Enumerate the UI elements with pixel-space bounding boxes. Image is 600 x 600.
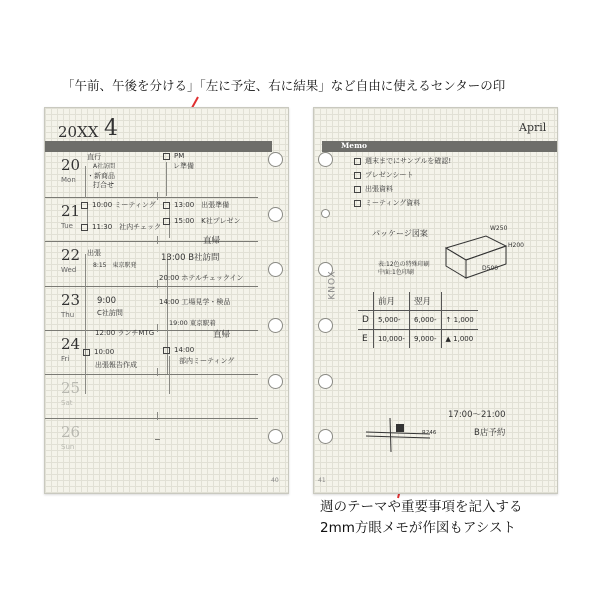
checkbox-icon	[163, 202, 170, 209]
timeline-line	[166, 162, 167, 196]
binder-hole	[318, 429, 333, 444]
day-number: 20	[61, 156, 81, 174]
timeline-line	[85, 166, 86, 198]
note	[163, 216, 240, 226]
map-road-label: R246	[422, 430, 437, 436]
checklist-text: プレゼンシート	[365, 171, 414, 179]
right-memo-page	[313, 107, 558, 494]
note: 13:00 B社訪問	[161, 253, 220, 263]
binder-hole	[318, 152, 333, 167]
checkbox-icon	[83, 349, 90, 356]
table-cell: ↑ 1,000	[441, 311, 478, 330]
day-divider	[45, 286, 258, 287]
note	[81, 222, 161, 232]
checkbox-icon	[354, 172, 361, 179]
note-text: 14:00	[174, 346, 195, 354]
checklist-text: ミーティング資料	[365, 199, 421, 207]
table-cell: 9,000-	[409, 330, 441, 349]
table-row	[358, 330, 478, 349]
day-divider	[45, 197, 258, 198]
checklist-item	[354, 198, 420, 208]
center-mark	[157, 236, 158, 244]
binder-hole	[268, 318, 283, 333]
weekend-center-mark	[155, 439, 160, 440]
checkbox-icon	[163, 347, 170, 354]
table-row	[358, 311, 478, 330]
day-number: 22	[61, 246, 81, 264]
checkbox-icon	[354, 186, 361, 193]
note: A社訪問	[93, 163, 116, 170]
note: レ準備	[173, 162, 194, 170]
dimension-w: W250	[490, 225, 508, 232]
day-divider	[45, 241, 258, 242]
checklist-text: 出張資料	[365, 185, 393, 193]
day-name: Tue	[61, 222, 73, 230]
timeline-line	[167, 254, 168, 374]
sketch-title: パッケージ図案	[372, 229, 428, 238]
day-name: Mon	[61, 176, 76, 184]
note	[163, 152, 184, 160]
checkbox-icon	[81, 202, 88, 209]
center-mark	[157, 368, 158, 376]
center-mark	[157, 324, 158, 332]
sketch-note: 表:12色の特殊印刷	[378, 261, 430, 268]
day-number: 25	[61, 379, 81, 397]
table-cell: 5,000-	[373, 311, 409, 330]
day-name: Thu	[61, 311, 75, 319]
note	[83, 348, 114, 356]
note-text: PM	[174, 152, 185, 160]
binder-hole	[268, 152, 283, 167]
checkbox-icon	[354, 158, 361, 165]
month-number: 4	[104, 116, 118, 141]
day-number: 21	[61, 202, 81, 220]
binder-hole	[321, 209, 330, 218]
note: 9:00	[97, 296, 117, 306]
memo-label: Memo	[341, 141, 368, 150]
table-cell	[441, 292, 478, 311]
binder-hole	[268, 374, 283, 389]
table-header: 翌月	[409, 292, 441, 311]
checkbox-icon	[163, 218, 170, 225]
table-cell	[358, 292, 373, 311]
left-planner-page	[44, 107, 289, 494]
note-text: 11:30 社内チェック	[92, 223, 161, 231]
note	[163, 200, 229, 210]
table-header: 前月	[373, 292, 409, 311]
note: ・新商品	[87, 172, 115, 180]
table-header-row	[358, 292, 478, 311]
note: 直帰	[203, 236, 221, 246]
sketch-note: 中面:1色印刷	[378, 269, 414, 276]
checklist-item	[354, 170, 414, 180]
note: 14:00 工場見学・検品	[159, 298, 231, 306]
note-text: 10:00	[94, 348, 115, 356]
dimension-d: D500	[482, 265, 499, 272]
day-name: Sat	[61, 399, 73, 407]
binder-hole	[318, 374, 333, 389]
binder-hole	[268, 429, 283, 444]
note: 部内ミーティング	[179, 357, 235, 365]
center-mark	[157, 192, 158, 200]
table-cell: ▲ 1,000	[441, 330, 478, 349]
bottom-caption-line1: 週のテーマや重要事項を記入する	[320, 499, 523, 515]
day-name: Fri	[61, 355, 70, 363]
day-name: Sun	[61, 443, 75, 451]
appointment-time: 17:00～21:00	[448, 410, 506, 420]
note: 19:00 東京駅着	[169, 319, 216, 327]
table-cell: E	[358, 330, 373, 349]
note: 8:15 東京駅発	[93, 262, 137, 269]
checklist-item	[354, 184, 393, 194]
day-number: 23	[61, 291, 81, 309]
binder-hole	[318, 318, 333, 333]
top-caption: 「午前、午後を分ける」「左に予定、右に結果」など自由に使えるセンターの印	[62, 78, 506, 93]
year-label: 20XX	[58, 123, 99, 141]
note: 出張	[87, 249, 101, 257]
checkbox-icon	[163, 153, 170, 160]
timeline-line	[169, 356, 170, 394]
day-name: Wed	[61, 266, 77, 274]
note: 出張報告作成	[95, 361, 137, 369]
appointment-place: B店予約	[474, 428, 506, 438]
page-number: 41	[318, 477, 326, 484]
note: 12:00 ランチMTG	[95, 329, 155, 337]
center-mark	[157, 280, 158, 288]
bottom-caption-line2: 2mm方眼メモが作図もアシスト	[320, 520, 516, 536]
day-divider	[45, 418, 258, 419]
note: 20:00 ホテルチェックイン	[159, 274, 244, 282]
package-box-sketch	[442, 230, 522, 280]
note-text: 15:00 K社プレゼン	[174, 217, 241, 225]
note: 直帰	[213, 330, 231, 340]
dimension-h: H200	[508, 242, 524, 249]
checklist-item	[354, 156, 451, 166]
page-number: 40	[271, 477, 279, 484]
day-number: 26	[61, 423, 81, 441]
month-name: April	[519, 121, 547, 134]
note	[81, 200, 156, 210]
day-divider	[45, 374, 258, 375]
brand-logo: KNOX	[327, 270, 338, 300]
comparison-table	[358, 292, 478, 348]
checklist-text: 週末までにサンプルを確認!	[365, 157, 452, 165]
bottom-caption	[320, 497, 523, 539]
table-cell: 6,000-	[409, 311, 441, 330]
table-cell: D	[358, 311, 373, 330]
note-text: 13:00 出張準備	[174, 201, 230, 209]
day-number: 24	[61, 335, 81, 353]
binder-hole	[268, 207, 283, 222]
note: 直行	[87, 153, 101, 161]
note-text: 10:00 ミーティング	[92, 201, 156, 209]
center-mark	[157, 412, 158, 420]
checkbox-icon	[81, 224, 88, 231]
binder-hole	[268, 262, 283, 277]
note: C社訪問	[97, 309, 123, 317]
note	[163, 346, 194, 354]
note: 打合せ	[93, 181, 114, 189]
header-bar	[45, 141, 272, 152]
table-cell: 10,000-	[373, 330, 409, 349]
checkbox-icon	[354, 200, 361, 207]
